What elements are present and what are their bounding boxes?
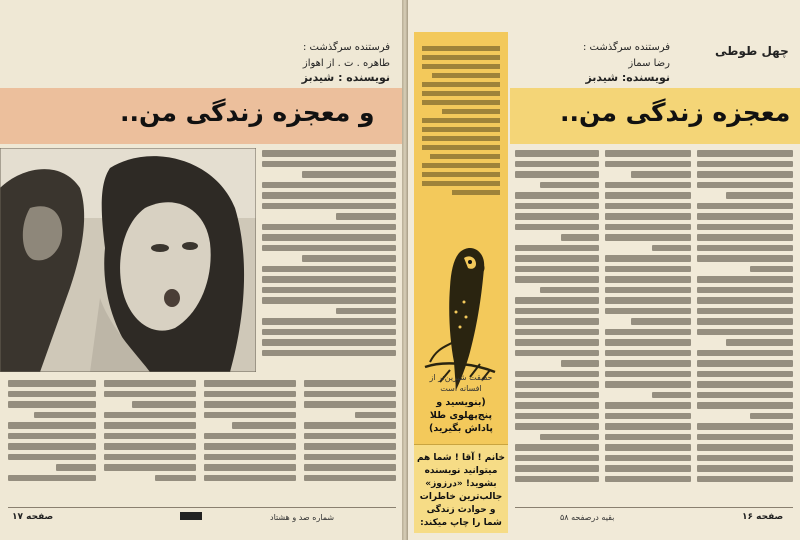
right-body-column-1 <box>515 150 599 505</box>
left-footer-text: شماره صد و هشتاد <box>270 513 335 522</box>
couple-photo <box>0 148 256 372</box>
right-credit-sender: رضا سماز <box>628 58 670 69</box>
promo-body: خانم ! آقا ! شما هم میتوانید نویسنده بشوید! «درزوز» جالب‌ترین خاطرات و حوادث زندگی شما را چاپ میکند: <box>416 453 506 528</box>
left-page-number: صفحه ۱۷ <box>12 512 54 522</box>
left-footer-rule <box>8 507 396 508</box>
right-footer-text: بقیه درصفحه ۵۸ <box>560 513 615 522</box>
parrot-illustration <box>420 232 502 392</box>
right-footer-rule <box>515 507 793 508</box>
right-page-title: معجزه زندگی من.. <box>560 98 791 127</box>
magazine-logo <box>180 512 202 520</box>
promo-tagline: حقیقت شیرین‌تر از افسانه است <box>429 373 493 393</box>
right-body-column-2 <box>605 150 691 505</box>
left-credit-sender-label: فرستنده سرگذشت : <box>302 42 390 53</box>
left-page-title: و معجزه زندگی من.. <box>120 98 375 127</box>
left-body-column-3 <box>204 380 296 505</box>
left-body-column-1 <box>8 380 96 505</box>
left-body-column-2 <box>104 380 196 505</box>
right-body-column-3 <box>697 150 793 505</box>
right-credit-sender-label: فرستنده سرگذشت : <box>582 42 670 53</box>
right-header-label: چهل طوطی <box>715 44 789 58</box>
right-page-number: صفحه ۱۶ <box>742 512 784 522</box>
left-body-column-4 <box>304 380 396 505</box>
left-body-column-top <box>262 150 396 375</box>
promo-title: (بنویسید و پنج‌پهلوی طلا پاداش بگیرید) <box>429 397 493 434</box>
right-credit-writer: نویسنده: شیدبز <box>585 71 670 84</box>
left-credit-writer: نویسنده : شیدبز <box>301 71 390 84</box>
left-credit-sender: طاهره . ت . از اهواز <box>302 58 390 69</box>
sidebar-intro-text <box>422 46 500 216</box>
